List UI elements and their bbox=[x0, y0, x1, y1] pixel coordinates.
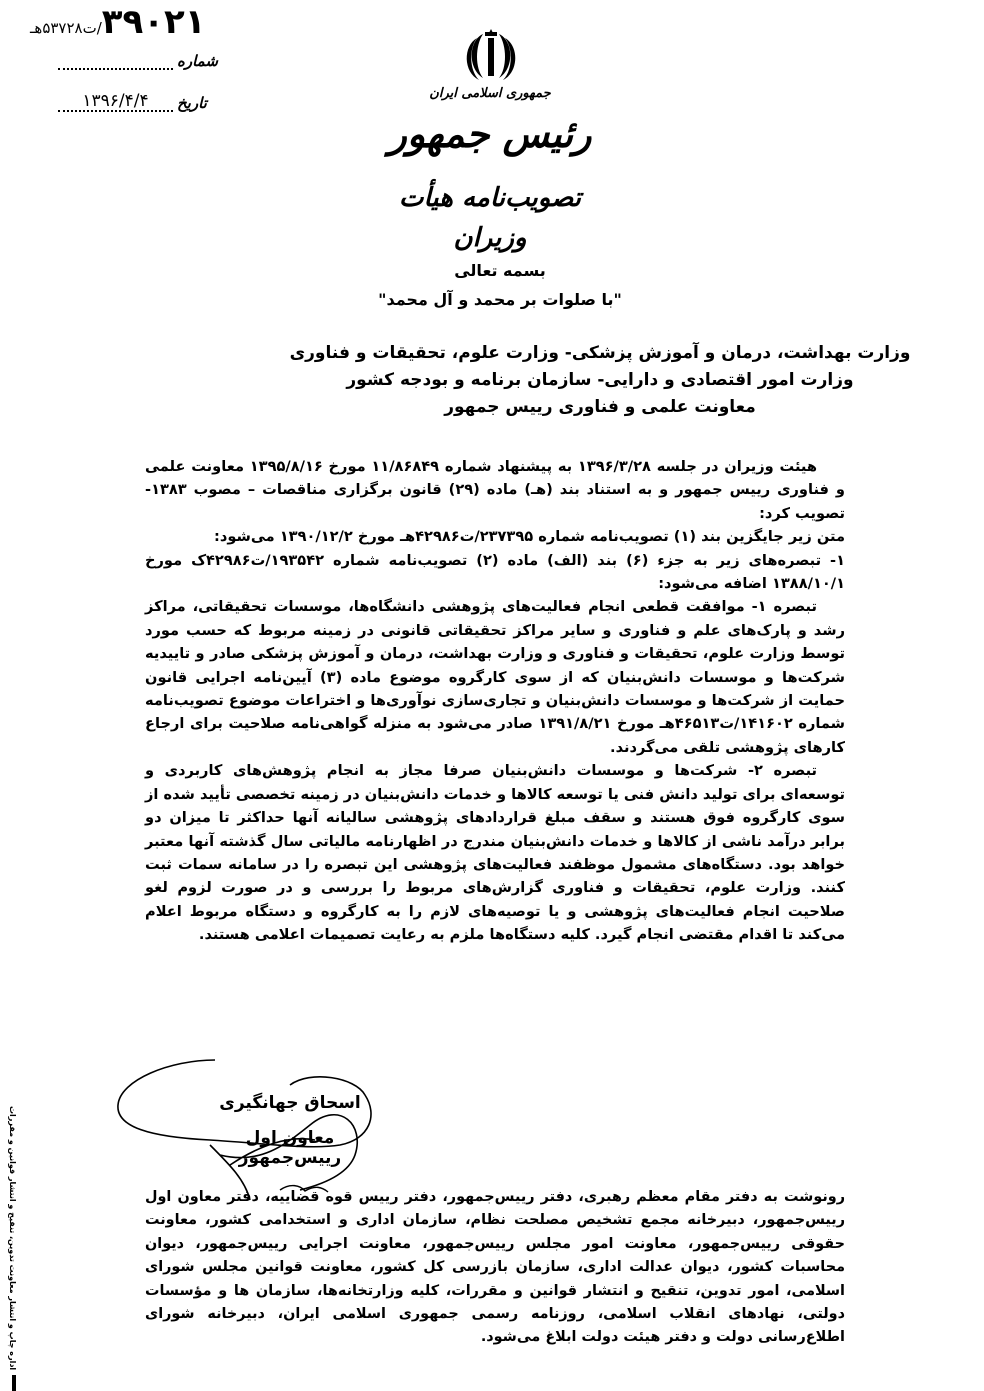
document-body bbox=[145, 455, 845, 947]
invocation-line-1: بسمه تعالی bbox=[454, 261, 546, 280]
iran-emblem-icon bbox=[461, 28, 521, 83]
recipient-line: معاونت علمی و فناوری رییس جمهور bbox=[444, 397, 756, 417]
body-intro: هیئت وزیران در جلسه ۱۳۹۶/۳/۲۸ به پیشنهاد شماره ۱۱/۸۶۸۴۹ مورخ ۱۳۹۵/۸/۱۶ معاونت علمی و فناوری رییس جمهور و به استناد بند (هـ) ماده (۲۹) قانون برگزاری مناقصات – مصوب ۱۳۸۳- تصویب کرد: bbox=[145, 458, 845, 522]
recipient-line: وزارت بهداشت، درمان و آموزش پزشکی- وزارت علوم، تحقیقات و فناوری bbox=[289, 343, 911, 363]
recipient-line: وزارت امور اقتصادی و دارایی- سازمان برنامه و بودجه کشور bbox=[346, 370, 854, 390]
margin-mark bbox=[12, 1375, 16, 1391]
header-country: جمهوری اسلامی ایران bbox=[429, 86, 551, 101]
date-field bbox=[58, 92, 207, 112]
number-label: شماره bbox=[177, 52, 218, 70]
reference-number-suffix: /ت۵۳۷۲۸هـ bbox=[30, 19, 102, 37]
date-label: تاریخ bbox=[177, 94, 207, 112]
body-note-1: تبصره ۱- موافقت قطعی انجام فعالیت‌های پژوهشی دانشگاه‌ها، موسسات تحقیقاتی، مراکز رشد و پارک‌های علم و فناوری و سایر مراکز تحقیقاتی قانونی در زمینه مربوط که حسب مورد توسط وزارت علوم، تحقیقات و فناوری و وزارت بهداشت، درمان و آموزش پزشکی صادر و تاییدیه شرکت‌ها و موسسات دانش‌بنیان که از سوی کارگروه موضوع ماده (۳) آیین‌نامه اجرایی قانون حمایت از شرکت‌ها و موسسات دانش‌بنیان و تجاری‌سازی نوآوری‌ها و اختراعات موضوع تصویب‌نامه شماره ۱۴۱۶۰۲/ت۴۶۵۱۳هـ مورخ ۱۳۹۱/۸/۲۱ صادر می‌شود به منزله گواهی‌نامه صلاحیت برای ارجاع کارهای پژوهشی تلقی می‌گردند. bbox=[145, 598, 846, 756]
header-office: رئیس جمهور bbox=[388, 111, 592, 156]
recipients bbox=[280, 340, 920, 421]
number-dotted-line bbox=[58, 50, 173, 70]
signatory-title: معاون اول رییس‌جمهور bbox=[238, 1128, 342, 1168]
date-value: ۱۳۹۶/۴/۴ bbox=[58, 92, 173, 112]
carbon-copy-list: رونوشت به دفتر مقام معظم رهبری، دفتر رییس‌جمهور، دفتر رییس قوه قضاییه، دفتر معاون اول رییس‌جمهور، دبیرخانه مجمع تشخیص مصلحت نظام، سازمان اداری و استخدامی کشور، معاونت حقوقی رییس‌جمهور، معاونت امور مجلس رییس‌جمهور، معاونت اجرایی رییس‌جمهور، دیوان محاسبات کشور، دیوان عدالت اداری، سازمان بازرسی کل کشور، معاونت قوانین مجلس شورای اسلامی، امور تدوین، تنقیح و انتشار قوانین و مقررات، کلیه وزارتخانه‌ها، سازمان ها و مؤسسات دولتی، نهادهای انقلاب اسلامی، روزنامه رسمی جمهوری اسلامی ایران، دبیرخانه شورای اطلاع‌رسانی دولت و دفتر هیئت دولت ابلاغ می‌شود. bbox=[145, 1189, 845, 1346]
reference-number-main: ۳۹۰۲۱ bbox=[101, 2, 206, 42]
margin-note: اداره چاپ و انتشار معاونت تدوین، تنقیح و انتشار قوانین و مقررات bbox=[8, 1105, 17, 1370]
header-document-type: تصویب‌نامه هیأت وزیران bbox=[398, 183, 581, 253]
body-item-1: ۱- تبصره‌های زیر به جزء (۶) بند (الف) ماده (۲) تصویب‌نامه شماره ۱۹۳۵۴۲/ت۴۲۹۸۶ک مورخ ۱۳۸۸/۱۰/۱ اضافه می‌شود: bbox=[145, 551, 845, 593]
reference-number bbox=[30, 2, 206, 42]
invocation-line-2: "با صلوات بر محمد و آل محمد" bbox=[378, 290, 622, 309]
invocation bbox=[300, 256, 700, 314]
signatory-name: اسحاق جهانگیری bbox=[219, 1093, 361, 1113]
number-field bbox=[58, 50, 218, 70]
body-note-2: تبصره ۲- شرکت‌ها و موسسات دانش‌بنیان صرفا مجاز به انجام پژوهش‌های کاربردی و توسعه‌ای برای تولید دانش فنی یا توسعه کالاها و خدمات دانش‌بنیان در زمینه تخصصی تأیید شده از سوی کارگروه فوق هستند و سقف مبلغ قراردادهای پژوهشی سالیانه آنها حداکثر تا میزان دو برابر درآمد ناشی از کالاها و خدمات دانش‌بنیان مندرج در اظهارنامه مالیاتی سال گذشته آنها معتبر خواهد بود. دستگاه‌های مشمول موظفند فعالیت‌های پژوهشی این تبصره را در سامانه سمات ثبت کنند. وزارت علوم، تحقیقات و فناوری گزارش‌های مربوط را بررسی و در صورت لزوم لغو صلاحیت انجام فعالیت‌های پژوهشی و یا توصیه‌های لازم را به کارگروه و دستگاه مربوط اعلام می‌کند تا اقدام مقتضی انجام گیرد. کلیه دستگاه‌ها ملزم به رعایت تصمیمات اعلامی هستند. bbox=[145, 762, 845, 944]
body-replacement: متن زیر جایگزین بند (۱) تصویب‌نامه شماره ۲۳۷۳۹۵/ت۴۲۹۸۶هـ مورخ ۱۳۹۰/۱۲/۲ می‌شود: bbox=[214, 528, 845, 546]
